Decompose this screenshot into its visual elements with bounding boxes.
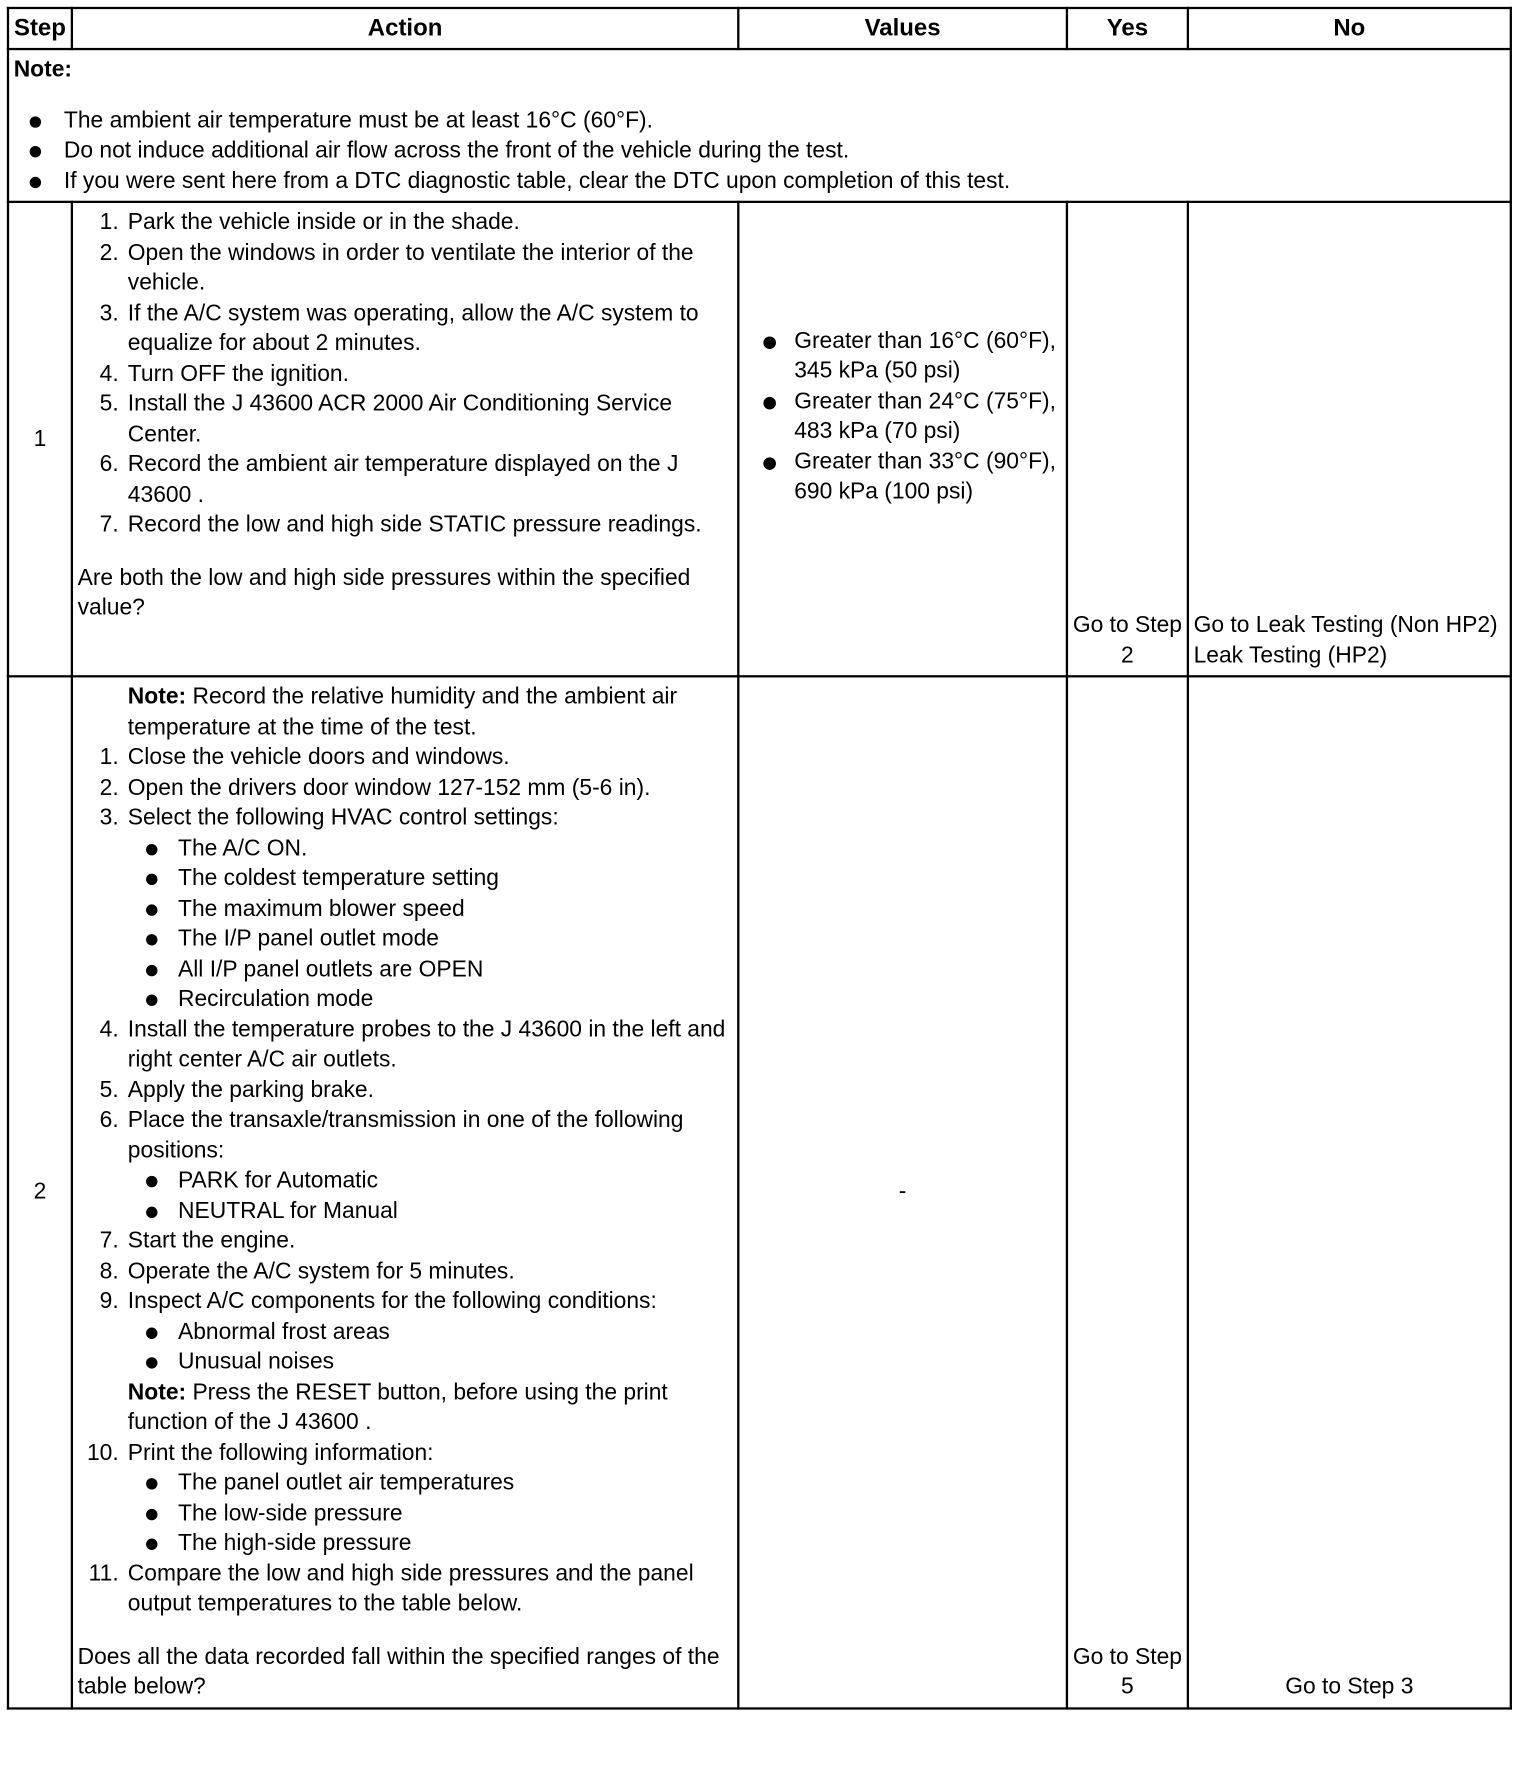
sub-list xyxy=(128,1166,733,1226)
action-list xyxy=(78,208,733,540)
action-item: 1. Close the vehicle doors and windows. xyxy=(99,744,510,770)
note-list xyxy=(14,105,1503,196)
note-cell xyxy=(8,49,1511,202)
step-2-no: Go to Step 3 xyxy=(1188,676,1511,1708)
action-item: 6. Record the ambient air temperature displayed on the J 43600 . xyxy=(99,451,679,507)
action-item: 2. Open the windows in order to ventilate the interior of the vehicle. xyxy=(99,240,694,296)
action-item: 2. Open the drivers door window 127-152 mm (5-6 in). xyxy=(99,774,651,801)
note-item: Note: Press the RESET button, before using the print function of the J 43600 . xyxy=(127,1379,668,1435)
step-row-1 xyxy=(8,202,1511,676)
diagnostic-table xyxy=(7,7,1512,1709)
step-1-yes: Go to Step 2 xyxy=(1067,202,1188,676)
action-item: 3. Select the following HVAC control settings: The A/C ON. The coldest temperature setting The maximum blower speed The I/P panel outlet mode All I/P panel outlets are OPEN Recirculation mode xyxy=(78,803,733,1015)
action-item: 8. Operate the A/C system for 5 minutes. xyxy=(99,1258,515,1284)
header-row xyxy=(8,8,1511,49)
step-number: 2 xyxy=(8,676,72,1708)
step-1-question: Are both the low and high side pressures within the specified value? xyxy=(77,565,691,621)
step-number: 1 xyxy=(8,202,72,676)
action-item: 7. Start the engine. xyxy=(99,1228,296,1254)
sub-item: Recirculation mode xyxy=(128,984,733,1014)
action-item: 11. Compare the low and high side pressures and the panel output temperatures to the table below. xyxy=(88,1560,694,1617)
sub-list xyxy=(128,1317,733,1377)
note-row xyxy=(8,49,1511,202)
note-item: Note: Record the relative humidity and the ambient air temperature at the time of the test. xyxy=(127,684,678,740)
sub-item: All I/P panel outlets are OPEN xyxy=(128,954,733,984)
sub-item: PARK for Automatic xyxy=(128,1166,733,1196)
step-row-2 xyxy=(8,676,1511,1708)
header-action: Action xyxy=(72,8,738,49)
action-item: 1. Park the vehicle inside or in the shade. xyxy=(99,209,520,235)
note-item: If you were sent here from a DTC diagnostic table, clear the DTC upon completion of this test. xyxy=(14,166,1503,196)
sub-item: The high-side pressure xyxy=(128,1528,733,1558)
value-item: Greater than 24°C (75°F), 483 kPa (70 psi) xyxy=(739,386,1059,446)
action-item: 4. Turn OFF the ignition. xyxy=(99,360,349,387)
action-item: 7. Record the low and high side STATIC pressure readings. xyxy=(99,512,702,538)
values-list xyxy=(739,326,1059,507)
sub-item: The low-side pressure xyxy=(128,1498,733,1528)
action-item: 4. Install the temperature probes to the J 43600 in the left and right center A/C air outlets. xyxy=(99,1016,726,1073)
sub-item: The I/P panel outlet mode xyxy=(128,924,733,954)
sub-item: NEUTRAL for Manual xyxy=(128,1196,733,1226)
action-item: 9. Inspect A/C components for the following conditions: Abnormal frost areas Unusual noises xyxy=(78,1286,733,1377)
step-1-values xyxy=(738,202,1067,676)
sub-list xyxy=(128,833,733,1014)
step-1-action xyxy=(72,202,738,676)
sub-item: The maximum blower speed xyxy=(128,894,733,924)
header-yes: Yes xyxy=(1067,8,1188,49)
sub-item: Unusual noises xyxy=(128,1347,733,1377)
value-item: Greater than 16°C (60°F), 345 kPa (50 psi) xyxy=(739,326,1059,386)
sub-list xyxy=(128,1468,733,1559)
action-item: 10. Print the following information: The panel outlet air temperatures The low-side pressure The high-side pressure xyxy=(78,1438,733,1559)
note-item: The ambient air temperature must be at least 16°C (60°F). xyxy=(14,105,1503,135)
action-list xyxy=(78,682,733,1619)
step-2-action xyxy=(72,676,738,1708)
note-label: Note: xyxy=(13,57,73,83)
value-item: Greater than 33°C (90°F), 690 kPa (100 psi) xyxy=(739,447,1059,507)
step-2-yes: Go to Step 5 xyxy=(1067,676,1188,1708)
sub-item: The coldest temperature setting xyxy=(128,863,733,893)
note-item: Do not induce additional air flow across the front of the vehicle during the test. xyxy=(14,136,1503,166)
sub-item: The panel outlet air temperatures xyxy=(128,1468,733,1498)
sub-item: Abnormal frost areas xyxy=(128,1317,733,1347)
action-item: 6. Place the transaxle/transmission in one of the following positions: PARK for Automatic NEUTRAL for Manual xyxy=(78,1105,733,1226)
step-1-no: Go to Leak Testing (Non HP2) Leak Testing (HP2) xyxy=(1188,202,1511,676)
header-no: No xyxy=(1188,8,1511,49)
sub-item: The A/C ON. xyxy=(128,833,733,863)
action-item: 3. If the A/C system was operating, allow the A/C system to equalize for about 2 minutes. xyxy=(99,300,699,356)
step-2-question: Does all the data recorded fall within the specified ranges of the table below? xyxy=(77,1644,720,1700)
action-item: 5. Apply the parking brake. xyxy=(99,1077,374,1103)
step-2-values: - xyxy=(738,676,1067,1708)
action-item: 5. Install the J 43600 ACR 2000 Air Conditioning Service Center. xyxy=(99,391,673,447)
header-step: Step xyxy=(8,8,72,49)
header-values: Values xyxy=(738,8,1067,49)
